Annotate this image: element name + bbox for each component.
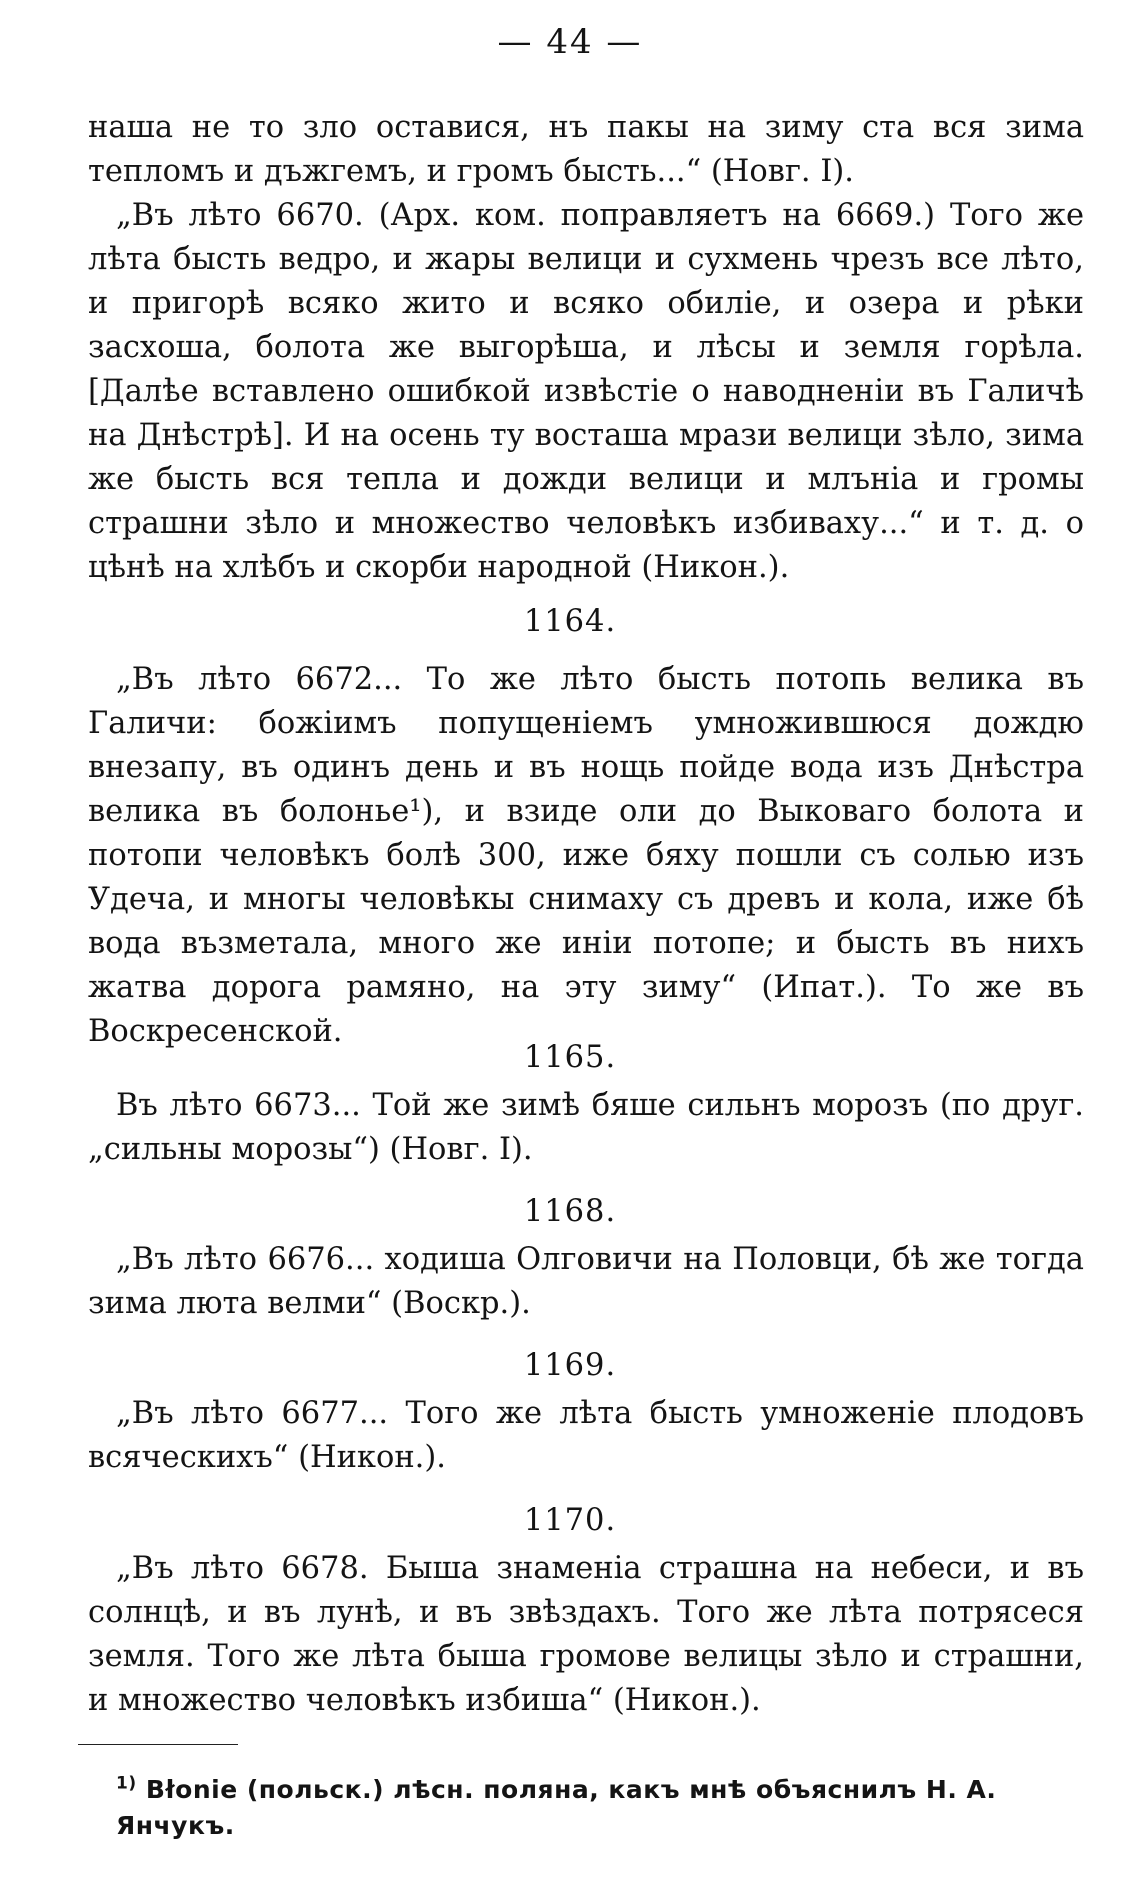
year-heading-1169: 1169. bbox=[523, 1348, 617, 1383]
paragraph-6673: Въ лѣто 6673... Той же зимѣ бяше сильнъ морозъ (по друг. „сильны морозы“) (Новг. I). bbox=[88, 1088, 1084, 1167]
paragraph-continuation: наша не то зло оставися, нъ пакы на зиму ста вся зима тепломъ и дъжгемъ, и громъ бысть...“ (Новг. I). bbox=[88, 110, 1084, 189]
year-heading-1165: 1165. bbox=[523, 1040, 617, 1075]
footnote-divider bbox=[78, 1744, 238, 1745]
paragraph-6677: „Въ лѣто 6677... Того же лѣта бысть умноженіе плодовъ всяческихъ“ (Никон.). bbox=[88, 1396, 1084, 1475]
paragraph-6672: „Въ лѣто 6672... То же лѣто бысть потопь велика въ Галичи: божіимъ попущеніемъ умножившюся дождю внезапу, въ одинъ день и въ нощь пойде вода изъ Днѣстра велика въ болонье¹), и взиде оли до Выковаго болота и потопи человѣкъ болѣ 300, иже бяху пошли съ солью изъ Удеча, и многы человѣкы снимаху съ древъ и кола, иже бѣ вода възметала, много же иніи потопе; и бысть въ нихъ жатва дорога рамяно, на эту зиму“ (Ипат.). То же въ Воскресенской. bbox=[88, 662, 1084, 1049]
year-heading-1168: 1168. bbox=[523, 1194, 617, 1229]
year-heading-1164: 1164. bbox=[523, 604, 617, 639]
paragraph-6676: „Въ лѣто 6676... ходиша Олговичи на Половци, бѣ же тогда зима люта велми“ (Воскр.). bbox=[88, 1242, 1084, 1321]
footnote-marker: 1) bbox=[116, 1773, 137, 1794]
paragraph-6670: „Въ лѣто 6670. (Арх. ком. поправляетъ на 6669.) Того же лѣта бысть ведро, и жары велици и сухмень чрезъ все лѣто, и пригорѣ всяко жито и всяко обиліе, и озера и рѣки засхоша, болота же выгорѣша, и лѣсы и земля горѣла. [Далѣе вставлено ошибкой извѣстіе о наводненіи въ Галичѣ на Днѣстрѣ]. И на осень ту восташа мрази велици зѣло, зима же бысть вся тепла и дожди велици и млъніа и громы страшни зѣло и множество человѣкъ избиваху...“ и т. д. о цѣнѣ на хлѣбъ и скорби народной (Никон.). bbox=[88, 198, 1084, 585]
year-heading-1170: 1170. bbox=[523, 1503, 617, 1538]
page-number: — 44 — bbox=[497, 22, 643, 62]
paragraph-6678: „Въ лѣто 6678. Быша знаменіа страшна на небеси, и въ солнцѣ, и въ лунѣ, и въ звѣздахъ. Того же лѣта потрясеся земля. Того же лѣта быша громове велицы зѣло и страшни, и множество человѣкъ избиша“ (Никон.). bbox=[88, 1551, 1084, 1718]
footnote-text: Błonie (польск.) лѣсн. поляна, какъ мнѣ объяснилъ Н. А. Янчукъ. bbox=[116, 1775, 997, 1840]
footnote bbox=[116, 1772, 1096, 1844]
